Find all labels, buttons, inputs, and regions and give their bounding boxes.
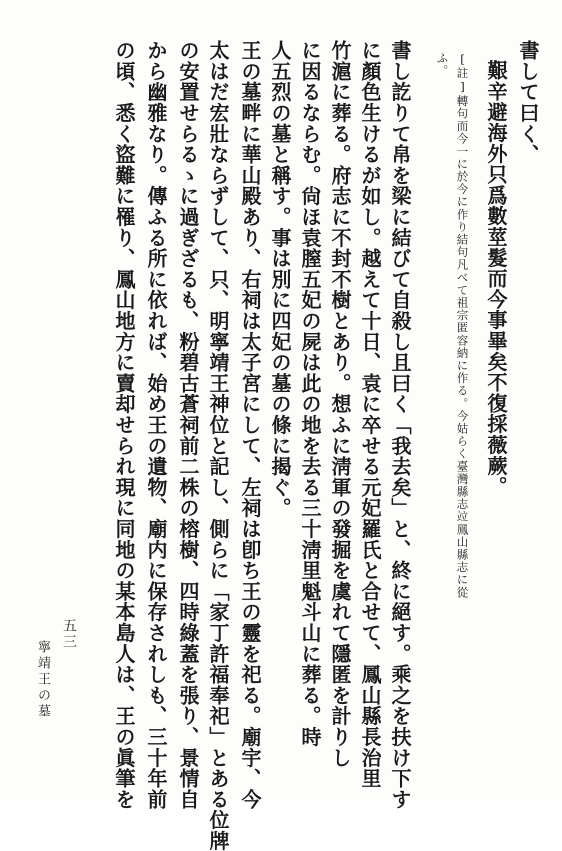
body-line-2: に顏色生けるが如し。越えて十日、袁に卒せる元妃羅氏と合せて、鳳山縣長治里	[358, 40, 382, 789]
heading-line: 書して曰く、	[516, 40, 540, 165]
body-line-7: 太はだ宏壯ならずして、只、明寧靖王神位と記し、側らに「家丁許福奉祀」とある位牌	[206, 40, 230, 851]
poem-line: 艱辛避海外只爲數莖髮而今事畢矣不復採薇蕨。	[484, 60, 508, 497]
body-line-1: 書し訖りて帛を梁に結びて自殺し且曰く「我去矣」と、終に絕す。乘之を扶け下す	[388, 40, 412, 810]
body-line-4: に因るならむ。尙ほ袁膣五妃の屍は此の地を去る三十淸里魁斗山に葬る。時	[298, 40, 322, 748]
body-line-9: から幽雅なり。傳ふる所に依れば、始め王の遺物、廟内に保存されしも、三十年前	[144, 40, 168, 810]
body-line-3: 竹滬に葬る。府志に不封不樹とあり。想ふに淸軍の發掘を虞れて隱匿を計りし	[328, 40, 352, 768]
body-line-10: の頃、悉く盜難に罹り、鳳山地方に賣却せられ現に同地の某本島人は、王の眞筆を	[112, 40, 136, 810]
page-number: 五三	[61, 618, 77, 650]
annotation-note-line-2: ふ。	[435, 52, 450, 78]
running-head: 寧靖王の墓	[35, 640, 50, 720]
annotation-note-line-1: [註]轉句而今一に於今に作り結句凡べて祖宗匿容納に作る。今姑らく臺灣縣志竝鳳山縣志に從	[455, 52, 470, 599]
body-line-5: 人五烈の墓と稱す。事は別に四妃の墓の條に揭ぐ。	[268, 40, 292, 519]
body-line-6: 王の墓畔に華山殿あり、右祠は太子宮にして、左祠は卽ち王の靈を祀る。廟宇、今	[238, 40, 262, 810]
body-line-8: の安置せらるゝに過ぎざるも、粉碧古蒼祠前二株の榕樹、四時綠蓋を張り、景情自	[176, 40, 200, 810]
